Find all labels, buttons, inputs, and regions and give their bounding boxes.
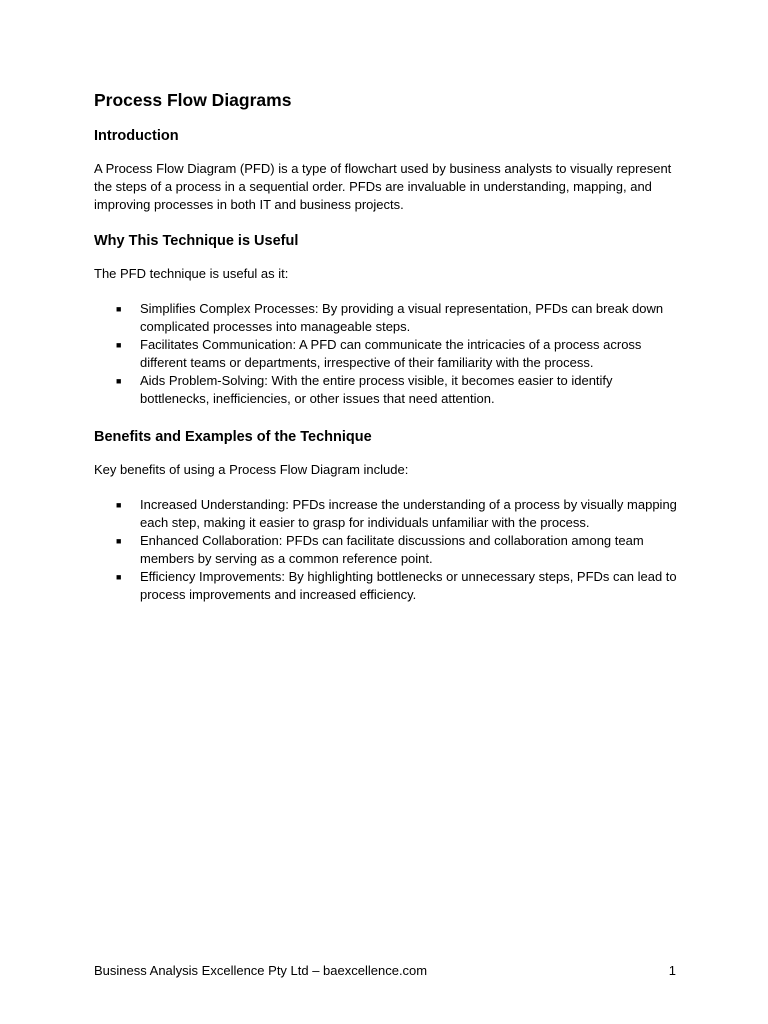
list-item-text: Enhanced Collaboration: PFDs can facilitate discussions and collaboration among team members by serving as a common reference point.	[140, 533, 644, 566]
document-body	[94, 88, 684, 623]
section-heading-benefits: Benefits and Examples of the Technique	[94, 429, 372, 445]
why-useful-intro: The PFD technique is useful as it:	[94, 266, 289, 281]
list-item	[116, 496, 684, 532]
list-item-text: Aids Problem-Solving: With the entire process visible, it becomes easier to identify bottlenecks, inefficiencies, or other issues that need attention.	[140, 373, 613, 406]
section-heading-introduction: Introduction	[94, 128, 179, 144]
footer-text: Business Analysis Excellence Pty Ltd – baexcellence.com	[94, 963, 428, 978]
bullet-icon: ■	[116, 340, 122, 350]
page-title: Process Flow Diagrams	[94, 90, 292, 110]
list-item-text: Efficiency Improvements: By highlighting bottlenecks or unnecessary steps, PFDs can lead to process improvements and increased efficiency.	[140, 569, 677, 602]
list-item	[116, 568, 684, 604]
section-heading-why-useful: Why This Technique is Useful	[94, 233, 299, 249]
page-number: 1	[668, 963, 676, 978]
bullet-icon: ■	[116, 304, 122, 314]
bullet-icon: ■	[116, 572, 122, 582]
list-item	[116, 300, 684, 336]
page-footer	[94, 962, 676, 980]
bullet-icon: ■	[116, 500, 122, 510]
benefits-list	[94, 496, 684, 604]
list-item	[116, 372, 684, 408]
bullet-icon: ■	[116, 536, 122, 546]
introduction-paragraph: A Process Flow Diagram (PFD) is a type of flowchart used by business analysts to visually represent the steps of a process in a sequential order. PFDs are invaluable in understanding, mapping, and improving processes in both IT and business projects.	[94, 161, 672, 212]
list-item	[116, 336, 684, 372]
benefits-intro: Key benefits of using a Process Flow Diagram include:	[94, 462, 409, 477]
why-useful-list	[94, 300, 684, 408]
list-item	[116, 532, 684, 568]
list-item-text: Facilitates Communication: A PFD can communicate the intricacies of a process across different teams or departments, irrespective of their familiarity with the process.	[140, 337, 642, 370]
list-item-text: Increased Understanding: PFDs increase the understanding of a process by visually mapping each step, making it easier to grasp for individuals unfamiliar with the process.	[140, 497, 677, 530]
list-item-text: Simplifies Complex Processes: By providing a visual representation, PFDs can break down complicated processes into manageable steps.	[140, 301, 664, 334]
bullet-icon: ■	[116, 376, 122, 386]
